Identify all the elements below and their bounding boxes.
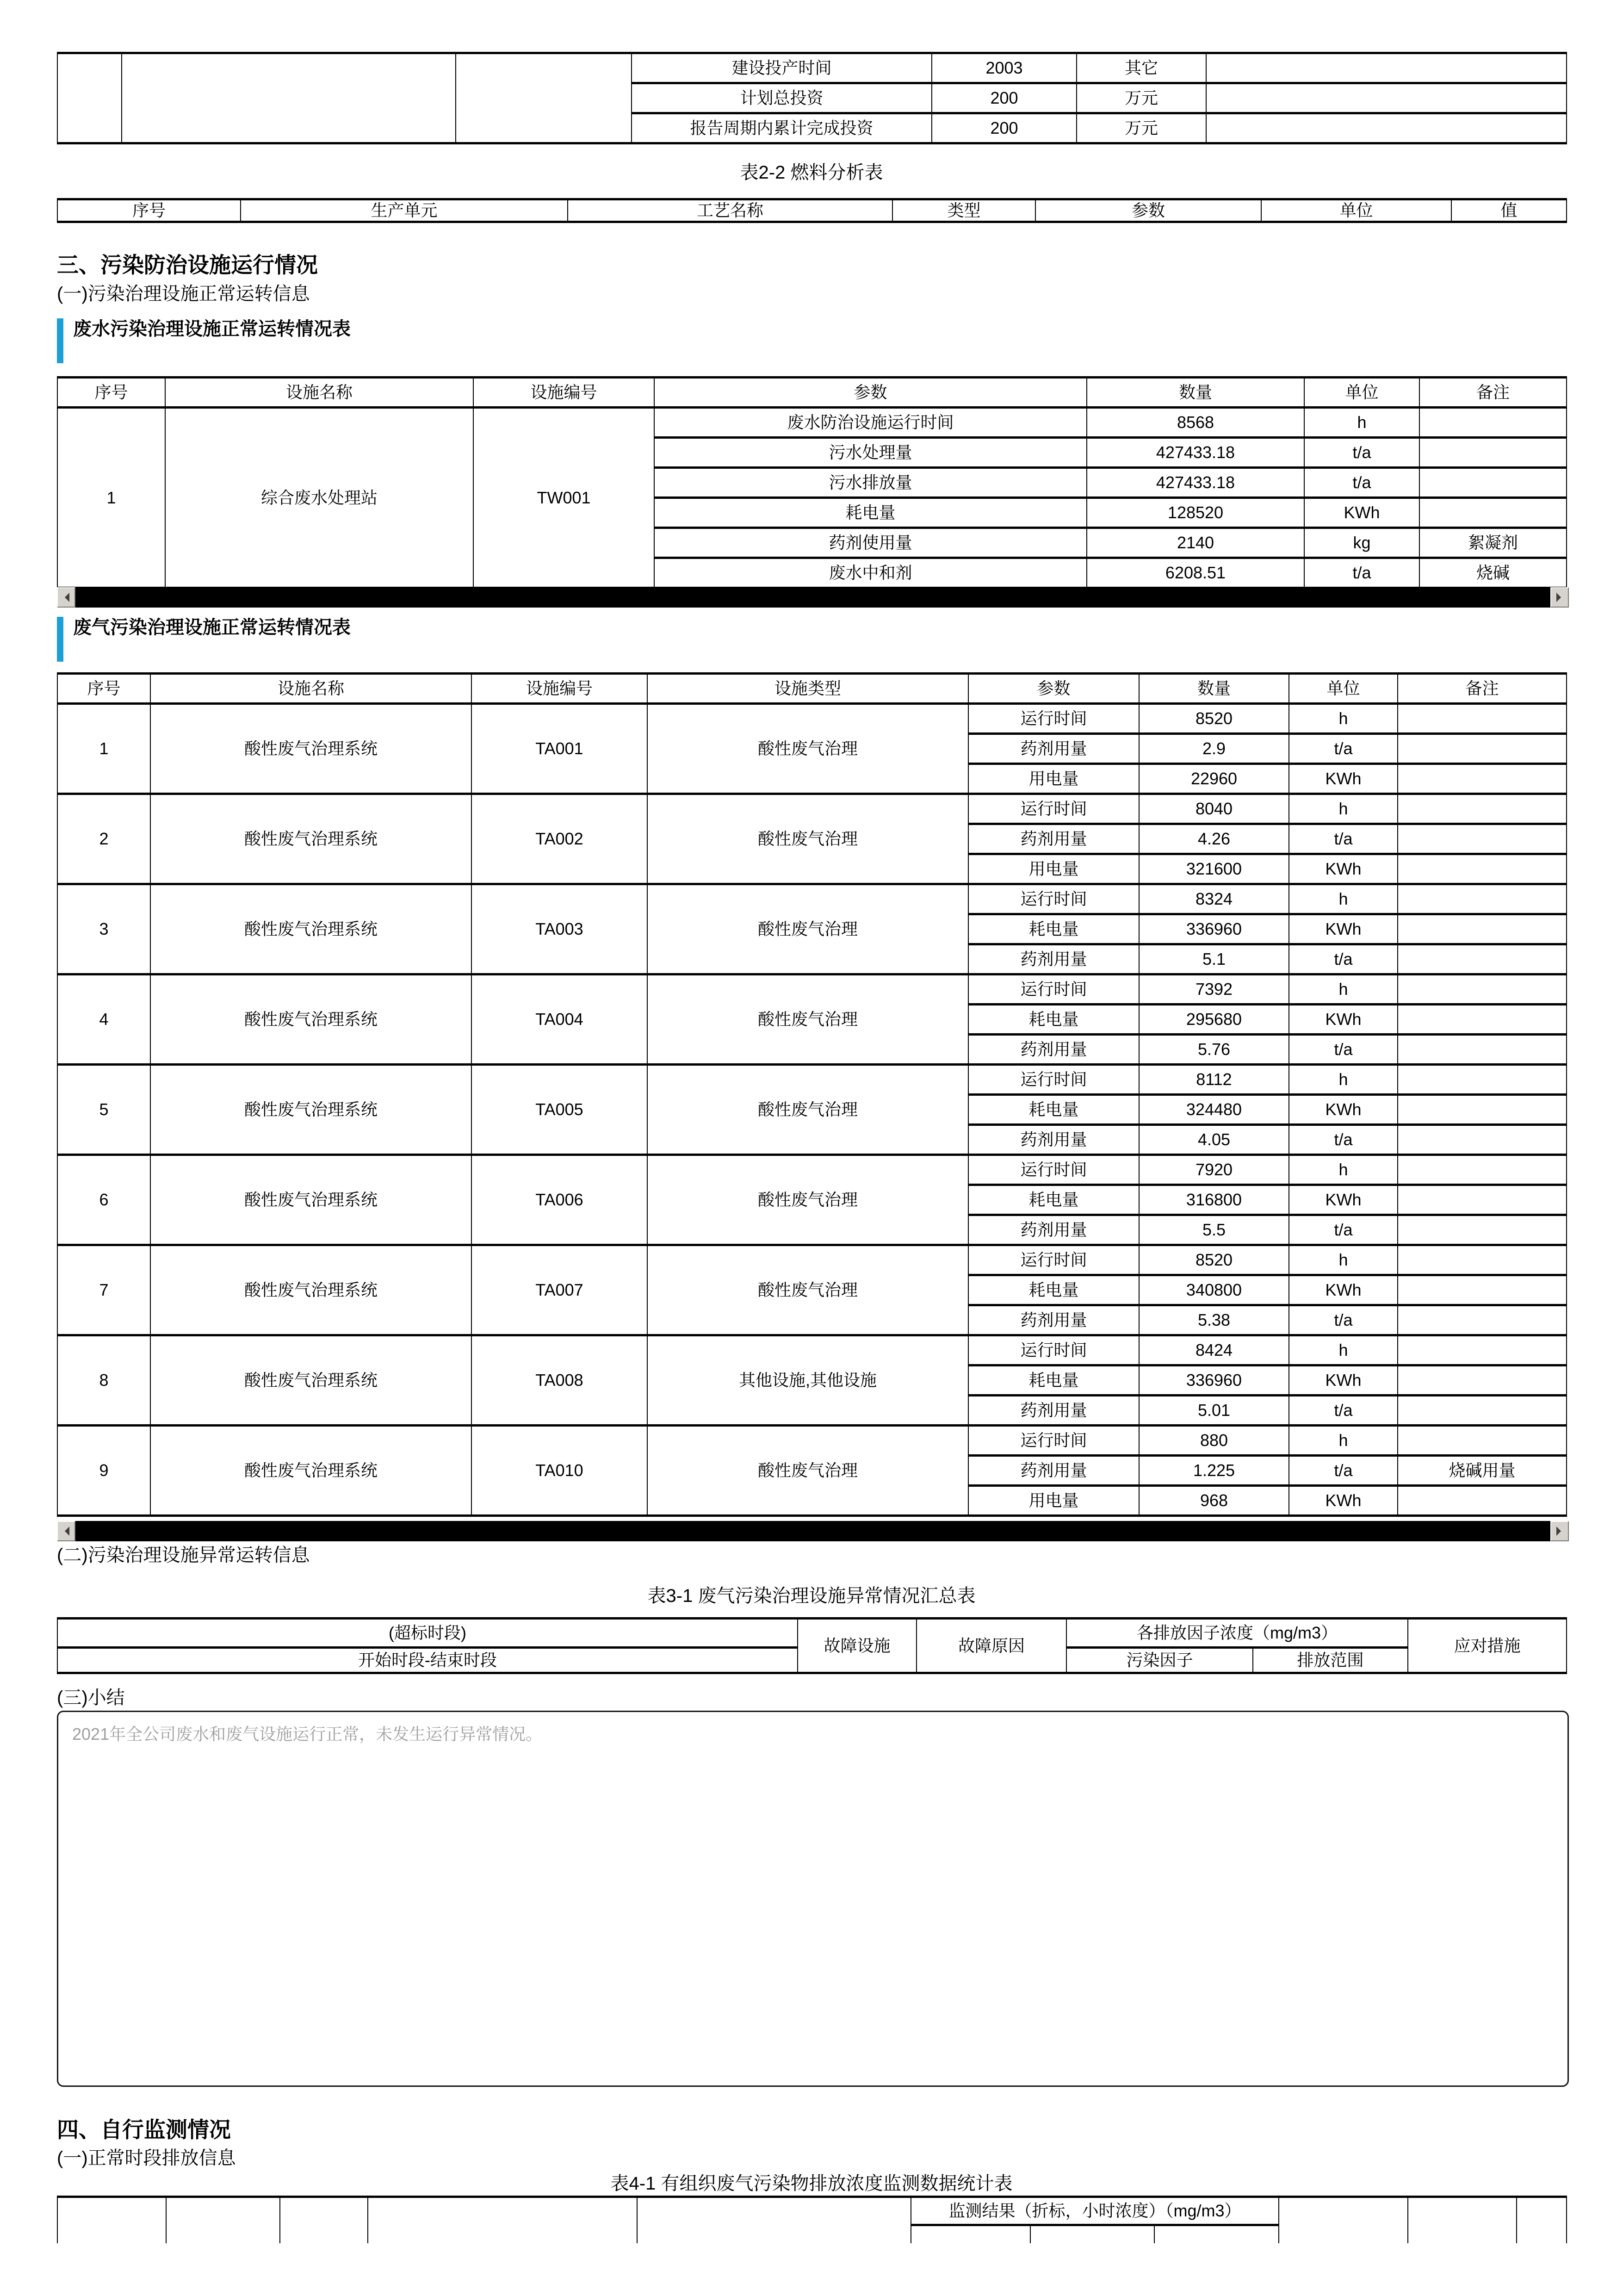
cell <box>57 2197 166 2244</box>
cell <box>368 2197 637 2244</box>
cell <box>1398 1125 1567 1155</box>
cell: h <box>1289 1426 1398 1456</box>
summary-text: 2021年全公司废水和废气设施运行正常，未发生运行异常情况。 <box>72 1725 543 1744</box>
cell: 336960 <box>1139 914 1289 944</box>
cell-period-sub: 开始时段-结束时段 <box>57 1648 798 1673</box>
cell: 200 <box>932 83 1077 113</box>
merged-cell: 3 <box>57 884 150 974</box>
merged-cell <box>122 53 456 143</box>
cell: 295680 <box>1139 1005 1289 1035</box>
cell: 耗电量 <box>968 1095 1139 1125</box>
merged-cell: TA005 <box>471 1065 647 1155</box>
merged-cell: 酸性废气治理系统 <box>150 1065 471 1155</box>
cell <box>1398 764 1567 794</box>
cell <box>1398 1426 1567 1456</box>
cell: 污水处理量 <box>654 438 1087 468</box>
column-header: 备注 <box>1419 378 1567 408</box>
cell <box>1398 1005 1567 1035</box>
cell: 2003 <box>932 53 1077 83</box>
merged-cell <box>456 53 632 143</box>
cell: 用电量 <box>968 854 1139 884</box>
cell: 427433.18 <box>1087 438 1304 468</box>
cell <box>1398 1065 1567 1095</box>
cell: 运行时间 <box>968 794 1139 824</box>
merged-cell: 酸性废气治理系统 <box>150 1335 471 1426</box>
cell: 880 <box>1139 1426 1289 1456</box>
cell <box>1398 974 1567 1005</box>
merged-cell: 酸性废气治理系统 <box>150 974 471 1065</box>
cell: 7392 <box>1139 974 1289 1005</box>
column-header: 值 <box>1451 199 1567 222</box>
merged-cell: 6 <box>57 1155 150 1245</box>
cell: 8520 <box>1139 704 1289 734</box>
merged-cell: 2 <box>57 794 150 884</box>
merged-cell: 9 <box>57 1426 150 1516</box>
merged-cell: 酸性废气治理 <box>647 1426 968 1516</box>
cell <box>1408 2197 1517 2244</box>
merged-cell: 酸性废气治理系统 <box>150 794 471 884</box>
cell: 药剂用量 <box>968 824 1139 854</box>
cell-fault-reason: 故障原因 <box>917 1619 1066 1673</box>
gas-facility-table <box>57 672 1567 1517</box>
cell: KWh <box>1289 1185 1398 1215</box>
cell <box>1398 1185 1567 1215</box>
cell: t/a <box>1289 1215 1398 1245</box>
merged-cell <box>57 53 122 143</box>
column-header: 序号 <box>57 199 241 222</box>
cell: 5.5 <box>1139 1215 1289 1245</box>
cell <box>1398 1275 1567 1305</box>
merged-cell: 其他设施,其他设施 <box>647 1335 968 1426</box>
cell: 药剂用量 <box>968 1125 1139 1155</box>
merged-cell: 酸性废气治理 <box>647 974 968 1065</box>
cell: h <box>1289 794 1398 824</box>
cell: t/a <box>1289 1035 1398 1065</box>
cell <box>1154 2225 1279 2244</box>
cell: 万元 <box>1077 83 1206 113</box>
scroll-right-button[interactable] <box>1550 1521 1569 1541</box>
cell-emission-range: 排放范围 <box>1253 1648 1408 1673</box>
cell: 药剂使用量 <box>654 528 1087 558</box>
cell: KWh <box>1289 764 1398 794</box>
abnormal-summary-table <box>57 1617 1567 1674</box>
cell: KWh <box>1289 854 1398 884</box>
merged-cell: 酸性废气治理 <box>647 1155 968 1245</box>
cell: 废水防治设施运行时间 <box>654 408 1087 438</box>
cell-monitor-result-header: 监测结果（折标，小时浓度）（mg/m3） <box>911 2197 1279 2225</box>
cell <box>1398 1155 1567 1185</box>
merged-cell: 酸性废气治理 <box>647 1065 968 1155</box>
merged-cell: 酸性废气治理系统 <box>150 1245 471 1335</box>
section-3-sub-3: (三)小结 <box>57 1688 125 1708</box>
column-header: 设施类型 <box>647 674 968 704</box>
cell: KWh <box>1304 498 1419 528</box>
water-block-heading <box>57 318 351 363</box>
cell: 7920 <box>1139 1155 1289 1185</box>
cell <box>911 2225 1030 2244</box>
scroll-left-button[interactable] <box>57 1521 75 1541</box>
merged-cell: 1 <box>57 704 150 794</box>
cell <box>1398 794 1567 824</box>
cell: t/a <box>1304 438 1419 468</box>
cell <box>1419 438 1567 468</box>
merged-cell: 酸性废气治理系统 <box>150 1426 471 1516</box>
cell: h <box>1289 1245 1398 1275</box>
cell <box>280 2197 368 2244</box>
column-header: 工艺名称 <box>568 199 892 222</box>
cell: 药剂用量 <box>968 1396 1139 1426</box>
column-header: 序号 <box>57 378 165 408</box>
left-arrow-icon <box>60 1527 69 1536</box>
cell-fault-facility: 故障设施 <box>798 1619 917 1673</box>
cell: h <box>1289 1155 1398 1185</box>
cell <box>1206 83 1567 113</box>
cell: 药剂用量 <box>968 1456 1139 1486</box>
cell <box>1398 1365 1567 1396</box>
cell: 絮凝剂 <box>1419 528 1567 558</box>
cell <box>1419 408 1567 438</box>
cell <box>637 2197 911 2244</box>
cell: 建设投产时间 <box>632 53 932 83</box>
investment-table-fragment <box>57 52 1567 144</box>
table-4-1-caption: 表4-1 有组织废气污染物排放浓度监测数据统计表 <box>610 2173 1013 2194</box>
cell: 427433.18 <box>1087 468 1304 498</box>
cell: 运行时间 <box>968 974 1139 1005</box>
cell: 324480 <box>1139 1095 1289 1125</box>
merged-cell: 酸性废气治理系统 <box>150 704 471 794</box>
scrollbar-thumb[interactable] <box>75 1521 1550 1541</box>
column-header: 类型 <box>892 199 1035 222</box>
column-header: 设施编号 <box>471 674 647 704</box>
gas-block-title: 废气污染治理设施正常运转情况表 <box>73 617 351 638</box>
gas-table-scrollbar[interactable] <box>57 1521 1569 1541</box>
cell: 耗电量 <box>968 1365 1139 1396</box>
cell: t/a <box>1304 468 1419 498</box>
cell: 药剂用量 <box>968 1035 1139 1065</box>
column-header: 备注 <box>1398 674 1567 704</box>
cell: 运行时间 <box>968 704 1139 734</box>
cell: 6208.51 <box>1087 558 1304 588</box>
cell-pollution-factor: 污染因子 <box>1066 1648 1253 1673</box>
cell: KWh <box>1289 1095 1398 1125</box>
merged-cell: TA003 <box>471 884 647 974</box>
cell: 药剂用量 <box>968 734 1139 764</box>
cell <box>1517 2197 1567 2244</box>
cell: 污水排放量 <box>654 468 1087 498</box>
cell: 200 <box>932 113 1077 143</box>
merged-cell: TA002 <box>471 794 647 884</box>
column-header: 设施编号 <box>473 378 654 408</box>
cell: h <box>1289 1065 1398 1095</box>
cell: 340800 <box>1139 1275 1289 1305</box>
merged-cell: 酸性废气治理系统 <box>150 1155 471 1245</box>
section-4-sub-1: (一)正常时段排放信息 <box>57 2148 236 2168</box>
merged-cell: TA004 <box>471 974 647 1065</box>
cell: KWh <box>1289 1005 1398 1035</box>
column-header: 设施名称 <box>150 674 471 704</box>
column-header: 设施名称 <box>165 378 473 408</box>
wastewater-facility-table <box>57 376 1567 589</box>
cell: 药剂用量 <box>968 944 1139 974</box>
cell <box>1398 734 1567 764</box>
cell: 耗电量 <box>968 1275 1139 1305</box>
merged-cell: TW001 <box>473 408 654 588</box>
cell <box>1398 824 1567 854</box>
cell: t/a <box>1289 1305 1398 1335</box>
cell <box>1419 468 1567 498</box>
cell: 用电量 <box>968 1486 1139 1516</box>
cell <box>1398 1035 1567 1065</box>
cell: 药剂用量 <box>968 1215 1139 1245</box>
column-header: 单位 <box>1289 674 1398 704</box>
cell <box>1398 1486 1567 1516</box>
column-header: 序号 <box>57 674 150 704</box>
cell: KWh <box>1289 1365 1398 1396</box>
column-header: 数量 <box>1087 378 1304 408</box>
table-2-2-caption: 表2-2 燃料分析表 <box>740 162 883 183</box>
cell: t/a <box>1304 558 1419 588</box>
merged-cell: 1 <box>57 408 165 588</box>
cell: 烧碱用量 <box>1398 1456 1567 1486</box>
merged-cell: 5 <box>57 1065 150 1155</box>
right-arrow-icon <box>1556 593 1566 602</box>
merged-cell: 酸性废气治理 <box>647 704 968 794</box>
cell: t/a <box>1289 944 1398 974</box>
cell: 22960 <box>1139 764 1289 794</box>
cell: 8324 <box>1139 884 1289 914</box>
cell: 耗电量 <box>968 1185 1139 1215</box>
cell: 321600 <box>1139 854 1289 884</box>
cell: 运行时间 <box>968 884 1139 914</box>
cell: 耗电量 <box>654 498 1087 528</box>
cell: h <box>1304 408 1419 438</box>
cell-period-header: (超标时段) <box>57 1619 798 1648</box>
cell: 5.38 <box>1139 1305 1289 1335</box>
cell: 耗电量 <box>968 914 1139 944</box>
column-header: 生产单元 <box>241 199 568 222</box>
cell <box>1398 1095 1567 1125</box>
merged-cell: TA006 <box>471 1155 647 1245</box>
cell: 4.26 <box>1139 824 1289 854</box>
cell: t/a <box>1289 1125 1398 1155</box>
cell: h <box>1289 884 1398 914</box>
cell: 2140 <box>1087 528 1304 558</box>
accent-bar <box>57 318 63 363</box>
cell: h <box>1289 1335 1398 1365</box>
cell: 运行时间 <box>968 1065 1139 1095</box>
section-3-heading: 三、污染防治设施运行情况 <box>57 253 318 277</box>
cell <box>1030 2225 1154 2244</box>
cell: KWh <box>1289 1486 1398 1516</box>
cell: t/a <box>1289 1396 1398 1426</box>
merged-cell: 4 <box>57 974 150 1065</box>
cell: 316800 <box>1139 1185 1289 1215</box>
cell: 8424 <box>1139 1335 1289 1365</box>
cell: 其它 <box>1077 53 1206 83</box>
cell <box>1279 2197 1408 2244</box>
cell <box>1398 914 1567 944</box>
merged-cell: 8 <box>57 1335 150 1426</box>
section-3-sub-1: (一)污染治理设施正常运转信息 <box>57 284 310 304</box>
cell <box>1398 854 1567 884</box>
column-header: 参数 <box>968 674 1139 704</box>
water-block-title: 废水污染治理设施正常运转情况表 <box>73 319 351 339</box>
cell: 运行时间 <box>968 1155 1139 1185</box>
cell: 5.01 <box>1139 1396 1289 1426</box>
cell: 烧碱 <box>1419 558 1567 588</box>
column-header: 单位 <box>1304 378 1419 408</box>
cell: 2.9 <box>1139 734 1289 764</box>
cell: 4.05 <box>1139 1125 1289 1155</box>
cell: 运行时间 <box>968 1335 1139 1365</box>
merged-cell: TA010 <box>471 1426 647 1516</box>
cell <box>1398 1335 1567 1365</box>
cell: 8568 <box>1087 408 1304 438</box>
cell <box>1206 53 1567 83</box>
cell: 8112 <box>1139 1065 1289 1095</box>
cell: KWh <box>1289 1275 1398 1305</box>
merged-cell: 酸性废气治理系统 <box>150 884 471 974</box>
cell: 968 <box>1139 1486 1289 1516</box>
cell: 万元 <box>1077 113 1206 143</box>
cell: h <box>1289 974 1398 1005</box>
gas-block-heading <box>57 617 351 662</box>
merged-cell: TA007 <box>471 1245 647 1335</box>
merged-cell: TA001 <box>471 704 647 794</box>
cell <box>1398 1245 1567 1275</box>
column-header: 数量 <box>1139 674 1289 704</box>
cell: 1.225 <box>1139 1456 1289 1486</box>
column-header: 参数 <box>654 378 1087 408</box>
cell: 8520 <box>1139 1245 1289 1275</box>
cell <box>1398 884 1567 914</box>
cell: 运行时间 <box>968 1245 1139 1275</box>
cell <box>1419 498 1567 528</box>
fuel-analysis-table <box>57 198 1567 223</box>
cell: t/a <box>1289 1456 1398 1486</box>
accent-bar <box>57 617 63 662</box>
merged-cell: 综合废水处理站 <box>165 408 473 588</box>
column-header: 单位 <box>1261 199 1451 222</box>
cell <box>1398 944 1567 974</box>
cell <box>1398 1215 1567 1245</box>
water-table-scrollbar[interactable] <box>57 587 1569 608</box>
scroll-left-button[interactable] <box>57 587 75 608</box>
table-3-1-caption: 表3-1 废气污染治理设施异常情况汇总表 <box>647 1586 976 1606</box>
cell: 耗电量 <box>968 1005 1139 1035</box>
merged-cell: 酸性废气治理 <box>647 884 968 974</box>
cell: KWh <box>1289 914 1398 944</box>
cell: h <box>1289 704 1398 734</box>
cell <box>1398 704 1567 734</box>
cell <box>1206 113 1567 143</box>
cell: 128520 <box>1087 498 1304 528</box>
scrollbar-thumb[interactable] <box>75 587 1550 608</box>
cell-measures: 应对措施 <box>1408 1619 1567 1673</box>
section-3-sub-2: (二)污染治理设施异常运转信息 <box>57 1545 310 1565</box>
monitoring-table-fragment <box>57 2196 1567 2243</box>
section-4-heading: 四、自行监测情况 <box>57 2117 231 2142</box>
scroll-right-button[interactable] <box>1550 587 1569 608</box>
cell: 8040 <box>1139 794 1289 824</box>
cell: 运行时间 <box>968 1426 1139 1456</box>
cell: 用电量 <box>968 764 1139 794</box>
cell: 5.76 <box>1139 1035 1289 1065</box>
cell: kg <box>1304 528 1419 558</box>
column-header: 参数 <box>1035 199 1261 222</box>
cell <box>1398 1396 1567 1426</box>
left-arrow-icon <box>60 593 69 602</box>
cell: 废水中和剂 <box>654 558 1087 588</box>
merged-cell: 酸性废气治理 <box>647 1245 968 1335</box>
cell-concentration-header: 各排放因子浓度（mg/m3） <box>1066 1619 1408 1648</box>
cell: t/a <box>1289 734 1398 764</box>
cell: 336960 <box>1139 1365 1289 1396</box>
merged-cell: TA008 <box>471 1335 647 1426</box>
merged-cell: 酸性废气治理 <box>647 794 968 884</box>
merged-cell: 7 <box>57 1245 150 1335</box>
cell <box>166 2197 280 2244</box>
cell: 5.1 <box>1139 944 1289 974</box>
cell: 报告周期内累计完成投资 <box>632 113 932 143</box>
right-arrow-icon <box>1556 1527 1566 1536</box>
cell <box>1398 1305 1567 1335</box>
cell: t/a <box>1289 824 1398 854</box>
cell: 药剂用量 <box>968 1305 1139 1335</box>
cell: 计划总投资 <box>632 83 932 113</box>
summary-textarea[interactable] <box>57 1711 1569 2087</box>
